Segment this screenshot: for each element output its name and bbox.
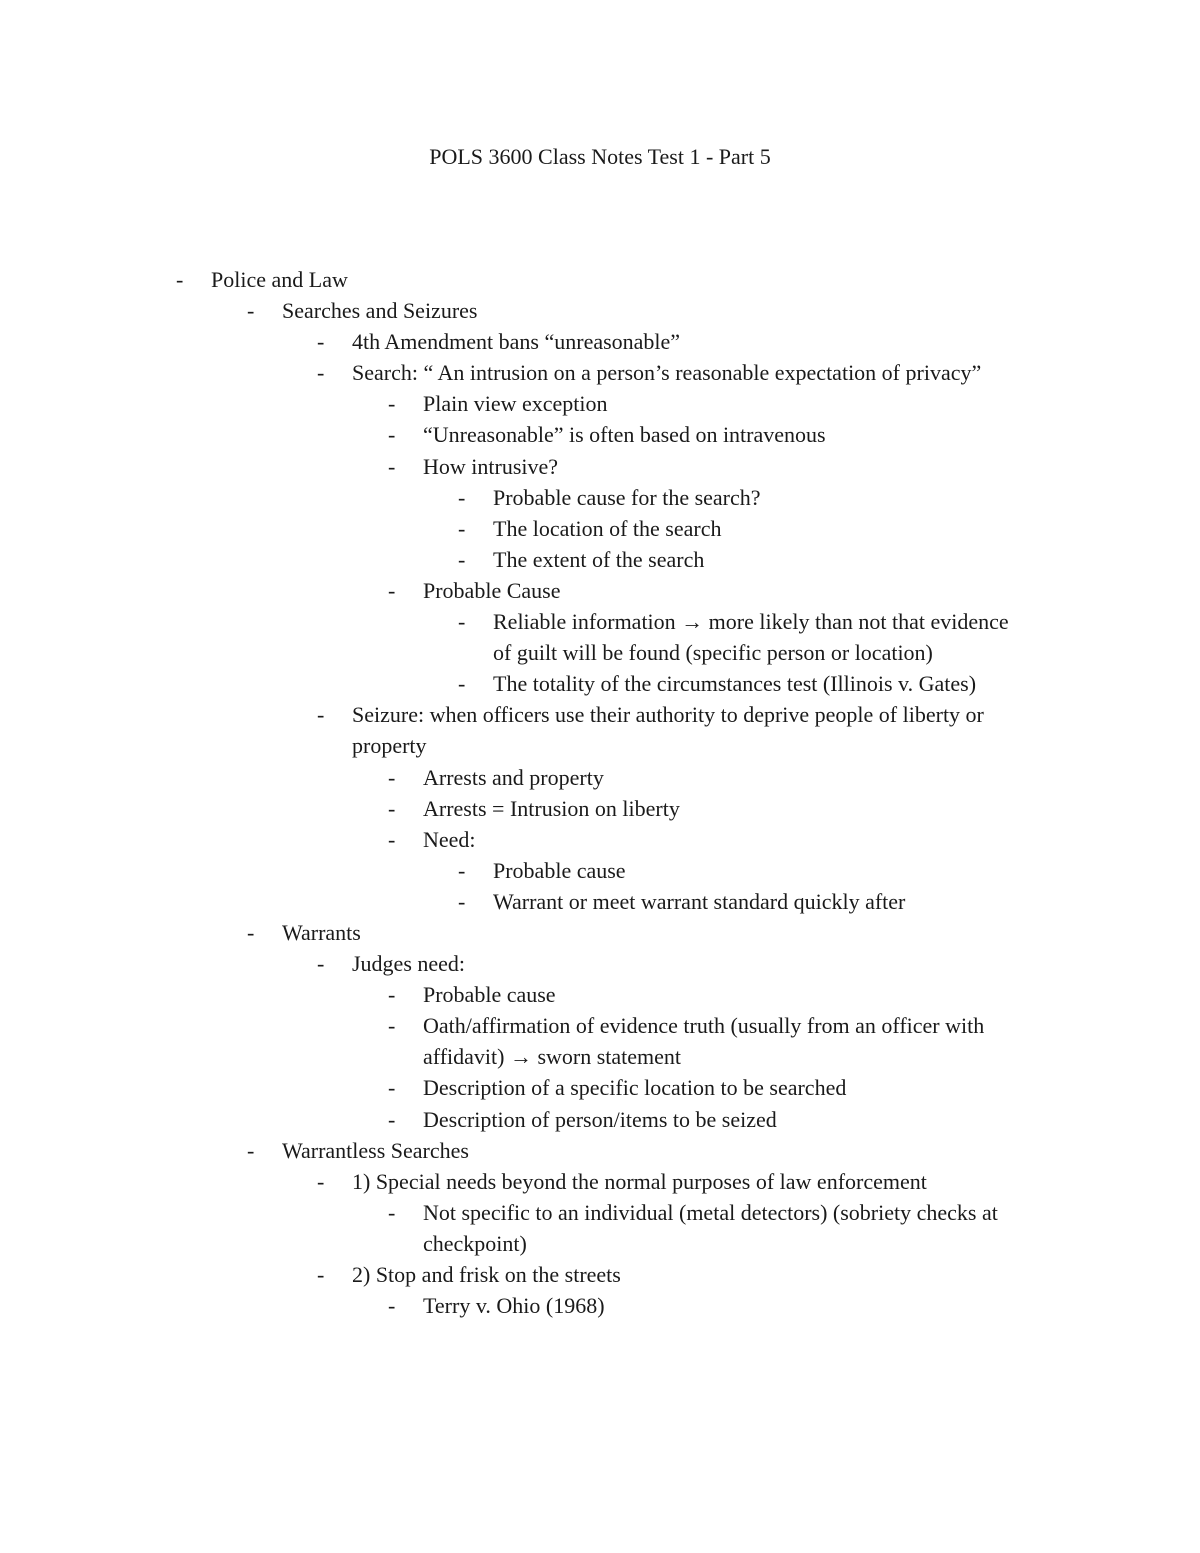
outline-item — [0, 606, 1200, 668]
outline-item-line: Warrant or meet warrant standard quickly after — [493, 888, 906, 914]
outline-item-line: Terry v. Ohio (1968) — [423, 1293, 605, 1319]
outline-item-text — [423, 1104, 777, 1135]
outline-item — [0, 793, 1200, 824]
bullet-dash: - — [388, 826, 396, 852]
outline-item-text — [352, 1166, 927, 1197]
bullet-dash: - — [317, 329, 325, 355]
outline-item-line: Plain view exception — [423, 391, 608, 417]
document-title: POLS 3600 Class Notes Test 1 - Part 5 — [429, 144, 771, 169]
outline-item-text — [352, 1259, 621, 1290]
outline-item-line: 4th Amendment bans “unreasonable” — [352, 329, 681, 355]
outline-item-line: Description of a specific location to be searched — [423, 1075, 847, 1101]
outline-item-text — [352, 357, 981, 388]
bullet-dash: - — [388, 1013, 396, 1039]
outline-item-continuation: property — [352, 733, 427, 759]
outline-item-text — [493, 855, 626, 886]
outline-item-text — [352, 699, 984, 761]
outline-item-line: Searches and Seizures — [282, 298, 478, 324]
outline-item-text — [423, 419, 826, 450]
bullet-dash: - — [388, 1199, 396, 1225]
bullet-dash: - — [317, 360, 325, 386]
bullet-dash: - — [458, 857, 466, 883]
bullet-dash: - — [388, 982, 396, 1008]
bullet-dash: - — [458, 671, 466, 697]
outline-item-line: Warrants — [282, 919, 361, 945]
outline-item-text — [282, 917, 361, 948]
outline-item-line: Reliable information → more likely than not that evidence — [493, 609, 1009, 635]
outline-item-text — [352, 948, 465, 979]
outline-item-text — [493, 482, 761, 513]
bullet-dash: - — [388, 577, 396, 603]
bullet-dash: - — [247, 919, 255, 945]
outline-item-line: Seizure: when officers use their authority to deprive people of liberty or — [352, 702, 984, 728]
outline-item-continuation: affidavit) → sworn statement — [423, 1044, 682, 1070]
bullet-dash: - — [388, 391, 396, 417]
outline-item — [0, 824, 1200, 855]
outline-item-line: How intrusive? — [423, 453, 559, 479]
bullet-dash: - — [317, 1262, 325, 1287]
outline-item — [0, 1104, 1200, 1135]
outline-item-line: The location of the search — [493, 515, 722, 541]
bullet-dash: - — [388, 1075, 396, 1101]
bullet-dash: - — [458, 484, 466, 510]
outline-item-text — [423, 762, 604, 793]
outline-item — [0, 855, 1200, 886]
outline-item — [0, 1290, 1200, 1321]
outline-item-text — [423, 388, 608, 419]
outline-item-text — [423, 1072, 846, 1103]
outline-item — [0, 668, 1200, 699]
bullet-dash: - — [317, 702, 325, 728]
outline-item-line: 1) Special needs beyond the normal purposes of law enforcement — [352, 1168, 927, 1194]
outline-item-continuation: of guilt will be found (specific person or location) — [493, 640, 933, 666]
bullet-dash: - — [317, 1168, 325, 1194]
outline-item-line: Need: — [423, 826, 476, 852]
outline-item-line: Probable Cause — [423, 577, 561, 603]
bullet-dash: - — [388, 1293, 396, 1319]
outline-item — [0, 1166, 1200, 1197]
outline-item-line: Probable cause — [493, 857, 626, 883]
outline-item — [0, 1010, 1200, 1072]
outline-item — [0, 388, 1200, 419]
outline-item-line: Probable cause — [423, 982, 556, 1008]
outline-item-text — [493, 513, 721, 544]
outline-item — [0, 948, 1200, 979]
bullet-dash: - — [388, 422, 396, 448]
outline-item-line: “Unreasonable” is often based on intravenous — [423, 422, 826, 448]
outline-item-line: Warrantless Searches — [282, 1137, 469, 1163]
bullet-dash: - — [458, 546, 466, 572]
outline-item — [0, 482, 1200, 513]
outline-item — [0, 979, 1200, 1010]
outline-item-line: Judges need: — [352, 951, 466, 977]
outline-item-text — [423, 575, 560, 606]
outline-item-text — [423, 979, 556, 1010]
outline-item-text — [352, 326, 680, 357]
outline-item-text — [423, 824, 476, 855]
outline-item-text — [493, 544, 704, 575]
outline-item — [0, 1259, 1200, 1290]
outline-item — [0, 544, 1200, 575]
outline-item — [0, 1135, 1200, 1166]
outline-item-line: Police and Law — [211, 267, 348, 292]
outline-item-line: Not specific to an individual (metal detectors) (sobriety checks at — [423, 1199, 998, 1225]
bullet-dash: - — [388, 1106, 396, 1132]
bullet-dash: - — [388, 764, 396, 790]
outline-item — [0, 451, 1200, 482]
outline-item-line: Search: “ An intrusion on a person’s reasonable expectation of privacy” — [352, 360, 982, 386]
outline-item — [0, 326, 1200, 357]
bullet-dash: - — [247, 1137, 255, 1163]
notes-outline — [0, 264, 1200, 1321]
outline-item-line: Arrests = Intrusion on liberty — [423, 795, 680, 821]
bullet-dash: - — [458, 609, 466, 635]
outline-item-line: Description of person/items to be seized — [423, 1106, 777, 1132]
outline-item — [0, 357, 1200, 388]
outline-item — [0, 419, 1200, 450]
outline-item — [0, 295, 1200, 326]
outline-item-text — [423, 1197, 998, 1259]
outline-item-line: 2) Stop and frisk on the streets — [352, 1262, 621, 1287]
outline-item-text — [493, 668, 976, 699]
bullet-dash: - — [458, 888, 466, 914]
outline-item-text — [211, 264, 348, 295]
outline-item — [0, 513, 1200, 544]
outline-item-line: The totality of the circumstances test (Illinois v. Gates) — [493, 671, 977, 697]
outline-item-text — [423, 793, 680, 824]
outline-item — [0, 762, 1200, 793]
outline-item — [0, 1072, 1200, 1103]
outline-item-text — [493, 886, 905, 917]
outline-item — [0, 917, 1200, 948]
bullet-dash: - — [247, 298, 255, 324]
outline-item-text — [493, 606, 1009, 668]
outline-item — [0, 886, 1200, 917]
outline-item-continuation: checkpoint) — [423, 1230, 527, 1256]
outline-item — [0, 1197, 1200, 1259]
bullet-dash: - — [388, 795, 396, 821]
outline-item-text — [423, 1290, 605, 1321]
outline-item — [0, 699, 1200, 761]
outline-item — [0, 575, 1200, 606]
outline-item-text — [282, 1135, 469, 1166]
outline-item-text — [282, 295, 477, 326]
outline-item — [0, 264, 1200, 295]
outline-item-text — [423, 451, 558, 482]
bullet-dash: - — [388, 453, 396, 479]
outline-item-line: Arrests and property — [423, 764, 604, 790]
bullet-dash: - — [317, 951, 325, 977]
outline-item-line: Probable cause for the search? — [493, 484, 761, 510]
bullet-dash: - — [176, 267, 184, 292]
outline-item-line: The extent of the search — [493, 546, 705, 572]
bullet-dash: - — [458, 515, 466, 541]
outline-item-text — [423, 1010, 984, 1072]
outline-item-line: Oath/affirmation of evidence truth (usually from an officer with — [423, 1013, 985, 1039]
